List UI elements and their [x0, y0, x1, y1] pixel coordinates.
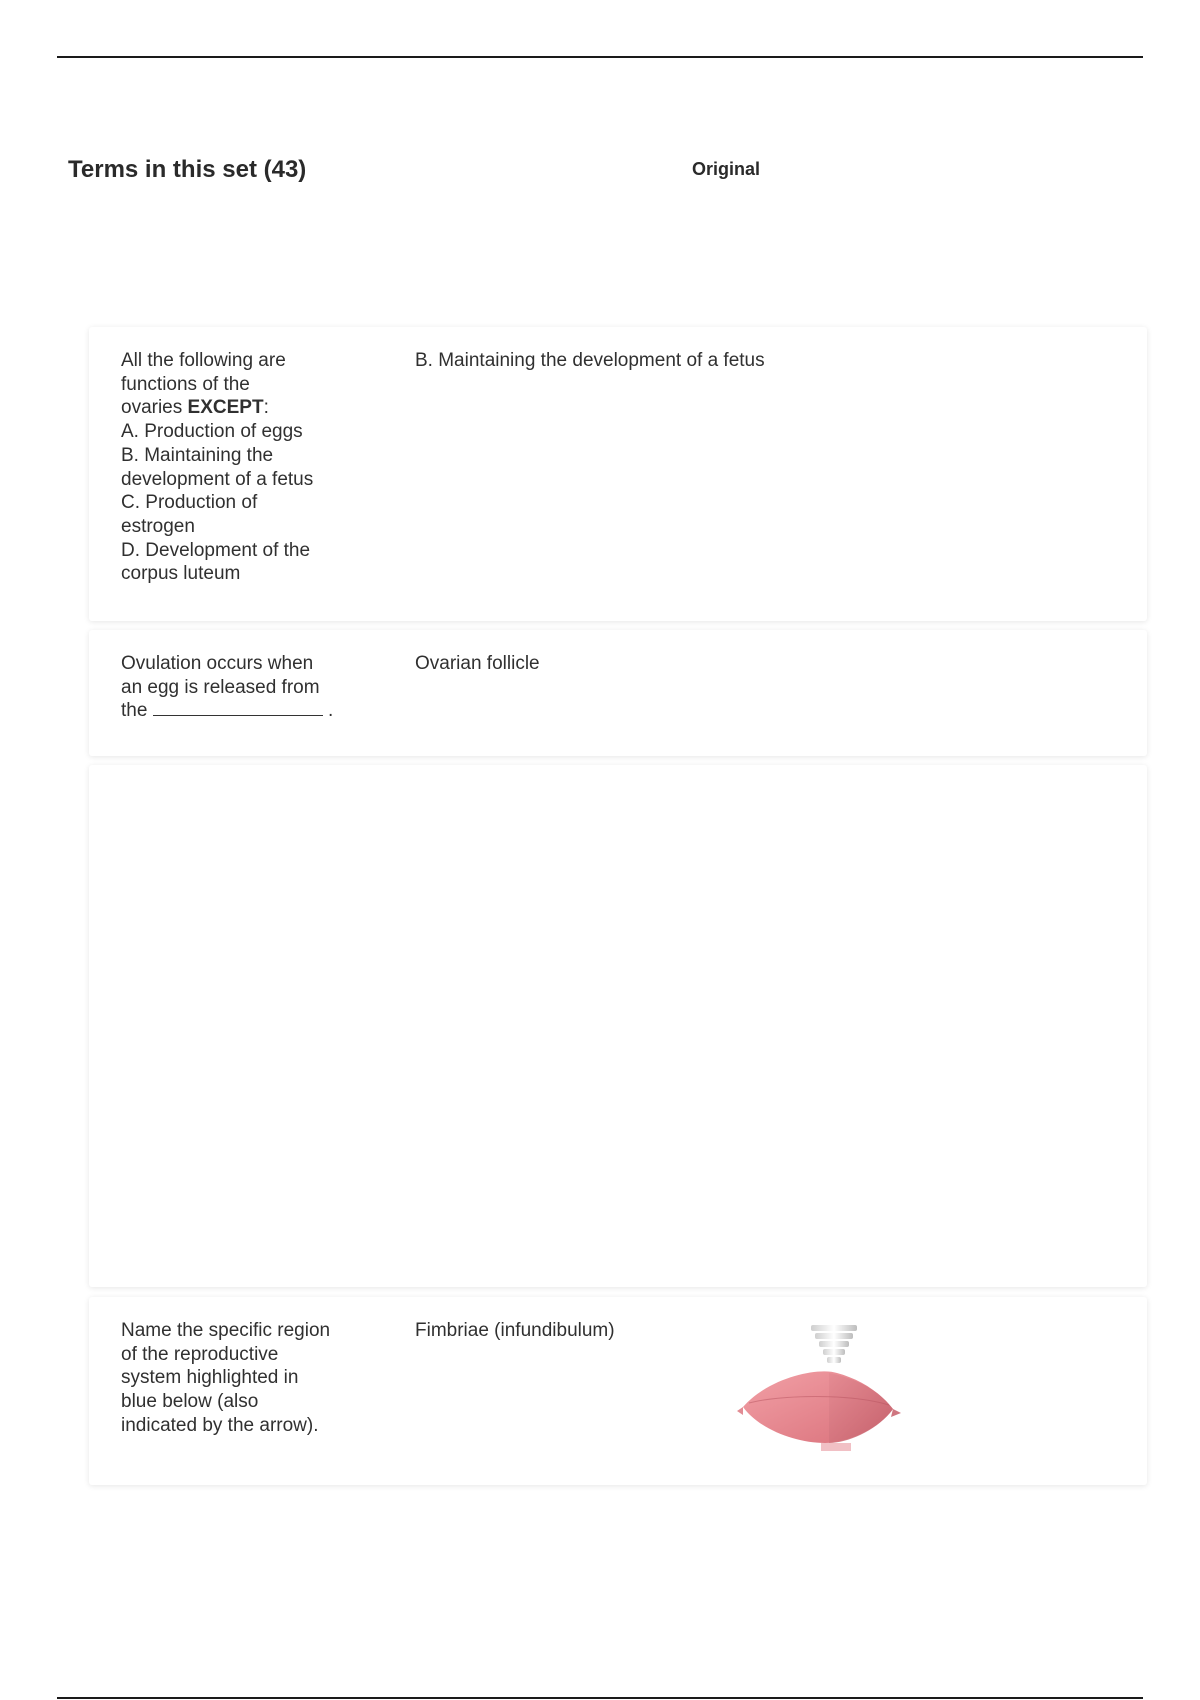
- fill-in-blank: [153, 701, 323, 716]
- term-card: [89, 1297, 1147, 1485]
- language-label[interactable]: Original: [692, 159, 761, 179]
- reproductive-anatomy-illustration: [729, 1325, 909, 1460]
- top-divider: [57, 56, 1143, 58]
- term-text: All the following are functions of the ovaries EXCEPT: A. Production of eggs B. Maintaining the development of a fetus C. Production of estrogen D. Development of the corpus luteum: [121, 350, 314, 585]
- term-text: Name the specific region of the reproductive system highlighted in blue below (also indicated by the arrow).: [121, 1320, 331, 1436]
- definition-text: Ovarian follicle: [415, 653, 540, 674]
- term-card: [89, 327, 1147, 621]
- emphasis-text: EXCEPT: [187, 397, 264, 419]
- bottom-divider: [57, 1697, 1143, 1699]
- set-title: Terms in this set (43): [68, 156, 307, 183]
- term-card-empty: [89, 765, 1147, 1287]
- definition-text: B. Maintaining the development of a fetus: [415, 350, 765, 371]
- definition-text: Fimbriae (infundibulum): [415, 1320, 615, 1341]
- term-card: [89, 630, 1147, 756]
- term-text: Ovulation occurs when an egg is released from the .: [121, 653, 334, 722]
